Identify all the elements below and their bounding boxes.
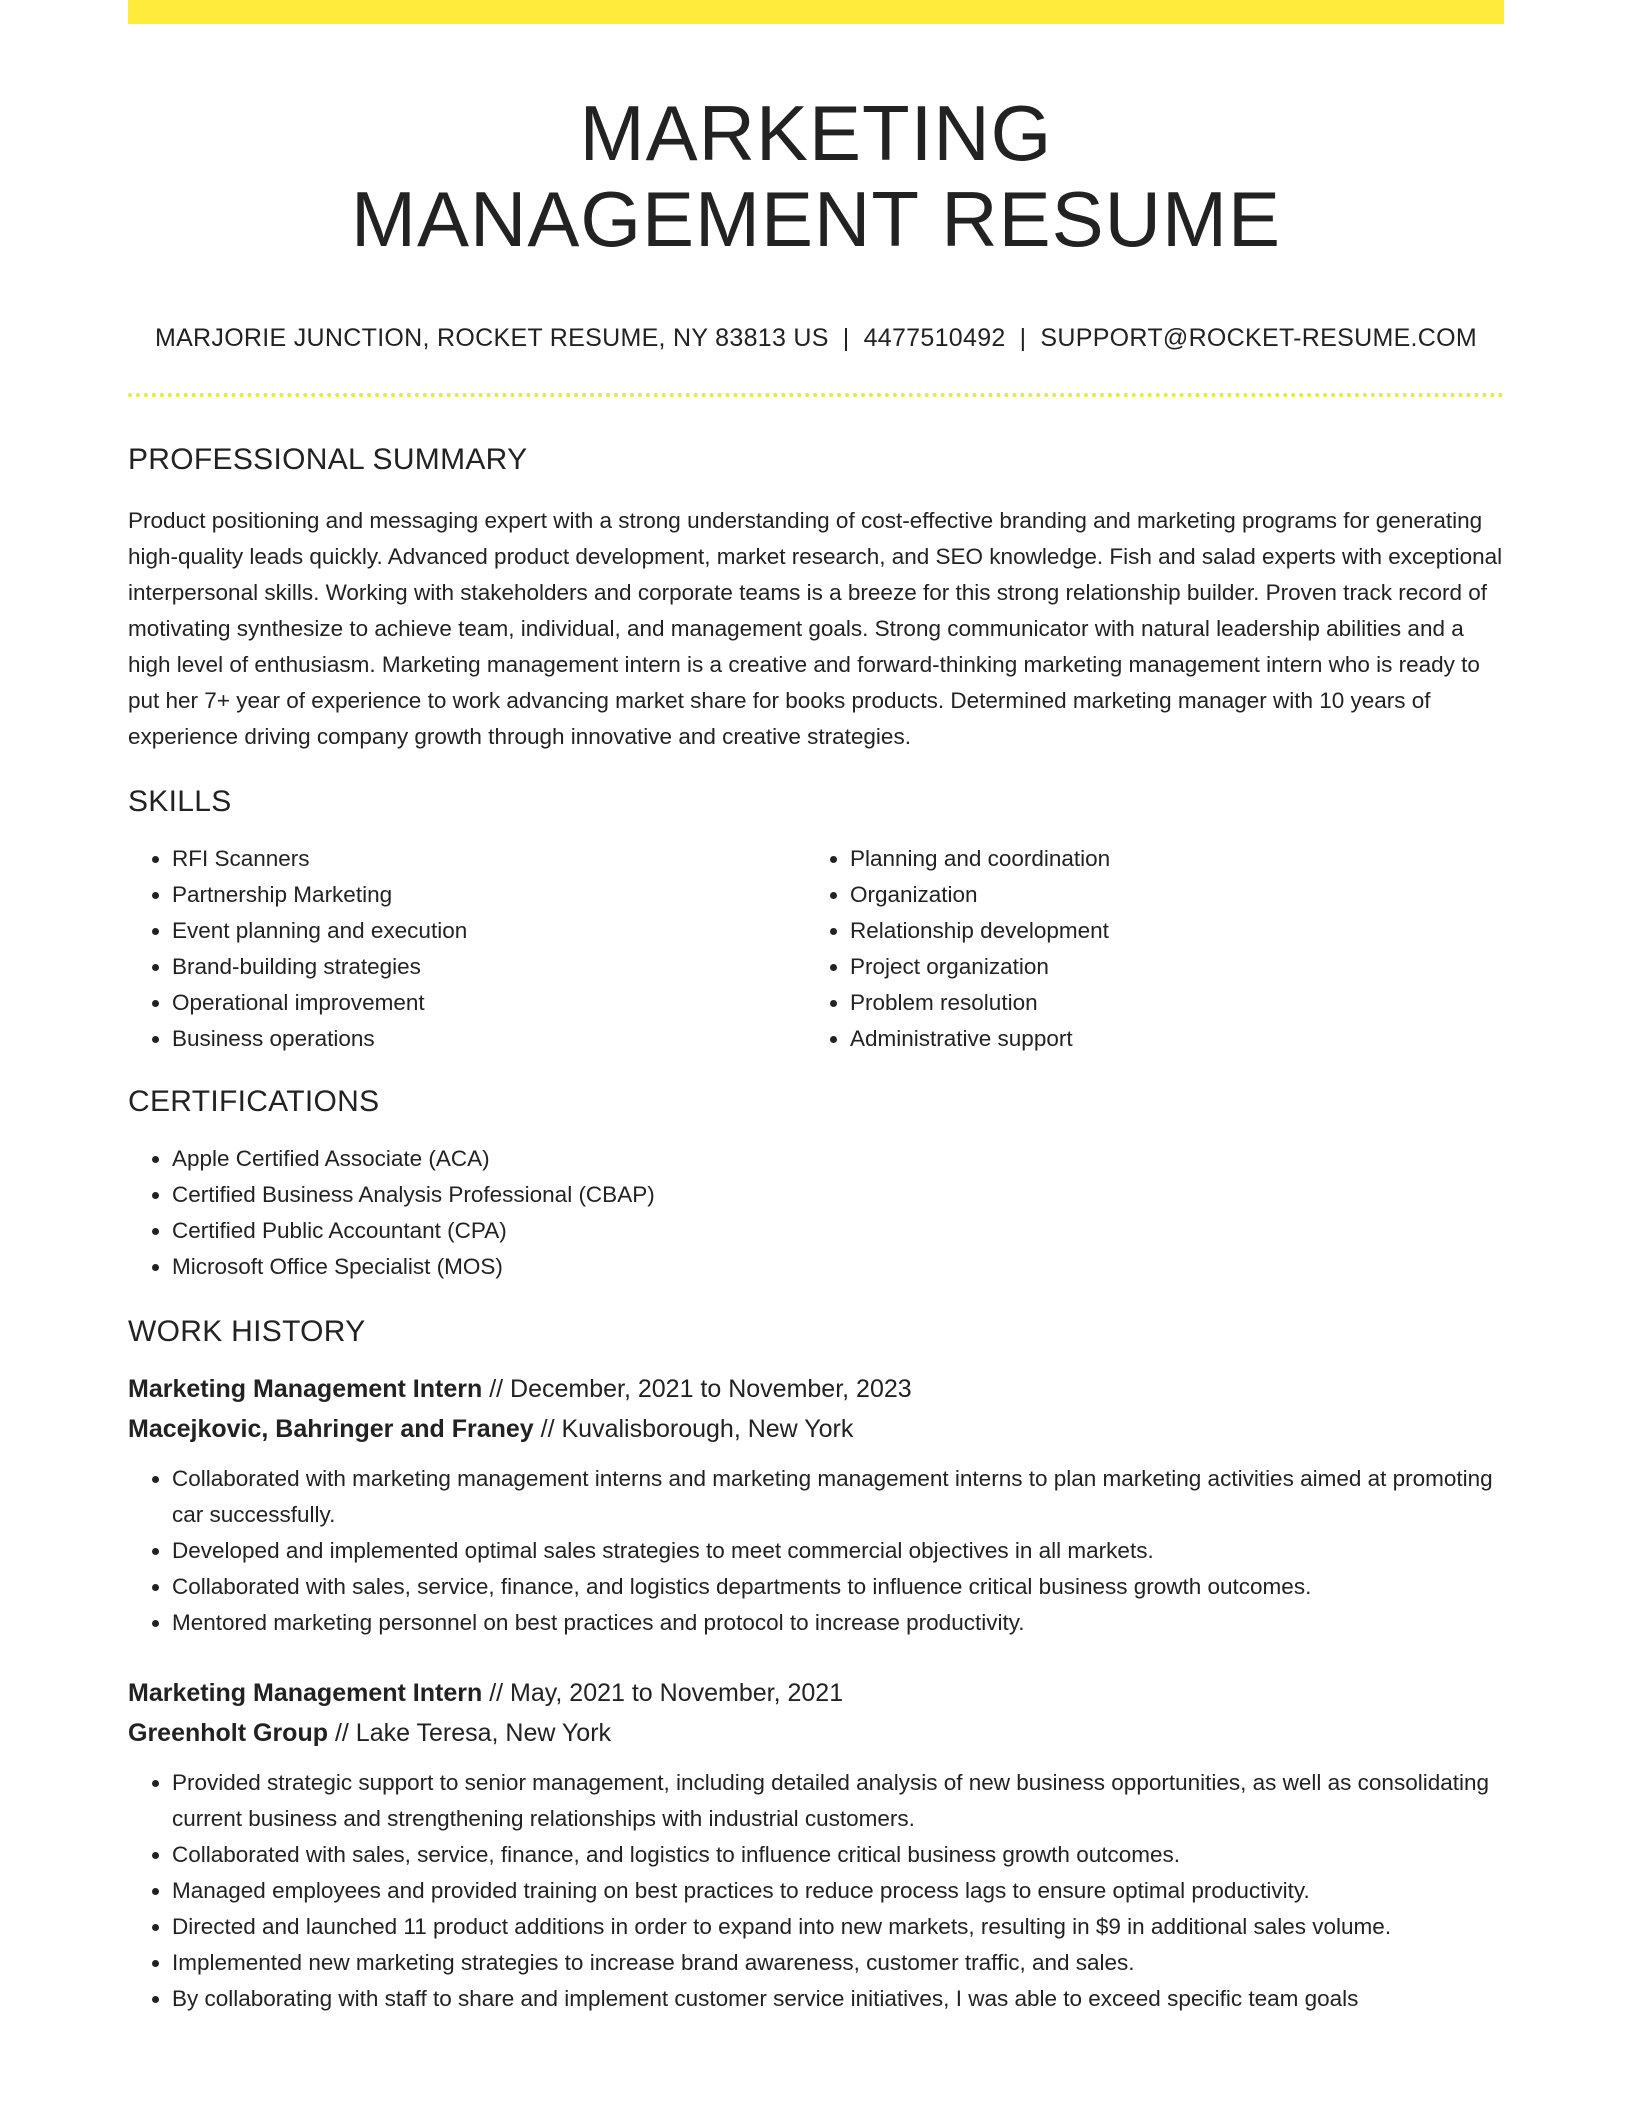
list-item: • By collaborating with staff to share and implement customer service initiatives, I was able to exceed specific team goals (172, 1981, 1504, 2017)
list-item: • Administrative support (850, 1021, 1484, 1057)
job-dates: // May, 2021 to November, 2021 (489, 1679, 844, 1707)
job-company-line (128, 1409, 1504, 1449)
list-item: • Apple Certified Associate (ACA) (172, 1141, 1504, 1177)
title-line-2: MANAGEMENT RESUME (351, 175, 1281, 263)
job-dates: // December, 2021 to November, 2023 (489, 1375, 912, 1403)
summary-text: Product positioning and messaging expert with a strong understanding of cost-effective branding and marketing programs for generating high-quality leads quickly. Advanced product development, market research, and SEO knowledge. Fish and salad experts with exceptional interpersonal skills. Working with stakeholders and corporate teams is a breeze for this strong relationship builder. Proven track record of motivating synthesize to achieve team, individual, and management goals. Strong communicator with natural leadership abilities and a high level of enthusiasm. Marketing management intern is a creative and forward-thinking marketing management intern who is ready to put her 7+ year of experience to work advancing market share for books products. Determined marketing manager with 10 years of experience driving company growth through innovative and creative strategies. (128, 508, 1503, 749)
job-company-line (128, 1713, 1504, 1753)
list-item: • Directed and launched 11 product additions in order to expand into new markets, resulting in $9 in additional sales volume. (172, 1909, 1504, 1945)
skills-heading: SKILLS (128, 785, 232, 818)
list-item: • Problem resolution (850, 985, 1484, 1021)
list-item: • Developed and implemented optimal sales strategies to meet commercial objectives in all markets. (172, 1533, 1504, 1569)
top-accent-bar (128, 0, 1504, 24)
job-title: Marketing Management Intern (128, 1375, 483, 1403)
certifications-list (128, 1141, 1504, 1285)
contact-email: SUPPORT@ROCKET-RESUME.COM (1040, 324, 1478, 352)
list-item: • Certified Public Accountant (CPA) (172, 1213, 1504, 1249)
job-location: // Kuvalisborough, New York (540, 1415, 854, 1443)
list-item: • Project organization (850, 949, 1484, 985)
skills-column-left (128, 841, 806, 1057)
list-item: • Microsoft Office Specialist (MOS) (172, 1249, 1504, 1285)
summary-heading: PROFESSIONAL SUMMARY (128, 443, 528, 476)
contact-phone: 4477510492 (863, 324, 1006, 352)
list-item: • Relationship development (850, 913, 1484, 949)
contact-line (128, 324, 1504, 353)
list-item: • Organization (850, 877, 1484, 913)
job-entry (128, 1369, 1504, 1641)
job-title-line (128, 1369, 1504, 1409)
list-item: • Event planning and execution (172, 913, 806, 949)
skills-column-right (806, 841, 1484, 1057)
certifications-heading: CERTIFICATIONS (128, 1085, 380, 1118)
resume-title (128, 90, 1504, 262)
contact-separator: | (1019, 324, 1027, 352)
job-company: Greenholt Group (128, 1719, 328, 1747)
list-item: • Operational improvement (172, 985, 806, 1021)
job-company: Macejkovic, Bahringer and Franey (128, 1415, 534, 1443)
list-item: • Provided strategic support to senior management, including detailed analysis of new business opportunities, as well as consolidating current business and strengthening relationships with industrial customers. (172, 1765, 1504, 1837)
list-item: • Collaborated with marketing management interns and marketing management interns to plan marketing activities aimed at promoting car successfully. (172, 1461, 1504, 1533)
list-item: • Implemented new marketing strategies to increase brand awareness, customer traffic, and sales. (172, 1945, 1504, 1981)
job-bullets (128, 1461, 1504, 1641)
job-entry (128, 1673, 1504, 2017)
job-title-line (128, 1673, 1504, 1713)
job-title: Marketing Management Intern (128, 1679, 483, 1707)
work-history-heading: WORK HISTORY (128, 1315, 366, 1348)
list-item: • Collaborated with sales, service, finance, and logistics departments to influence critical business growth outcomes. (172, 1569, 1504, 1605)
contact-separator: | (842, 324, 850, 352)
skills-list (128, 841, 1504, 1057)
list-item: • RFI Scanners (172, 841, 806, 877)
title-line-1: MARKETING (579, 89, 1053, 177)
list-item: • Brand-building strategies (172, 949, 806, 985)
list-item: • Planning and coordination (850, 841, 1484, 877)
list-item: • Mentored marketing personnel on best practices and protocol to increase productivity. (172, 1605, 1504, 1641)
job-bullets (128, 1765, 1504, 2017)
section-divider (128, 393, 1504, 397)
contact-address: MARJORIE JUNCTION, ROCKET RESUME, NY 83813 US (154, 324, 829, 352)
job-location: // Lake Teresa, New York (334, 1719, 612, 1747)
list-item: • Managed employees and provided training on best practices to reduce process lags to ensure optimal productivity. (172, 1873, 1504, 1909)
list-item: • Business operations (172, 1021, 806, 1057)
list-item: • Collaborated with sales, service, finance, and logistics to influence critical business growth outcomes. (172, 1837, 1504, 1873)
list-item: • Certified Business Analysis Professional (CBAP) (172, 1177, 1504, 1213)
resume-page (128, 0, 1504, 2017)
list-item: • Partnership Marketing (172, 877, 806, 913)
